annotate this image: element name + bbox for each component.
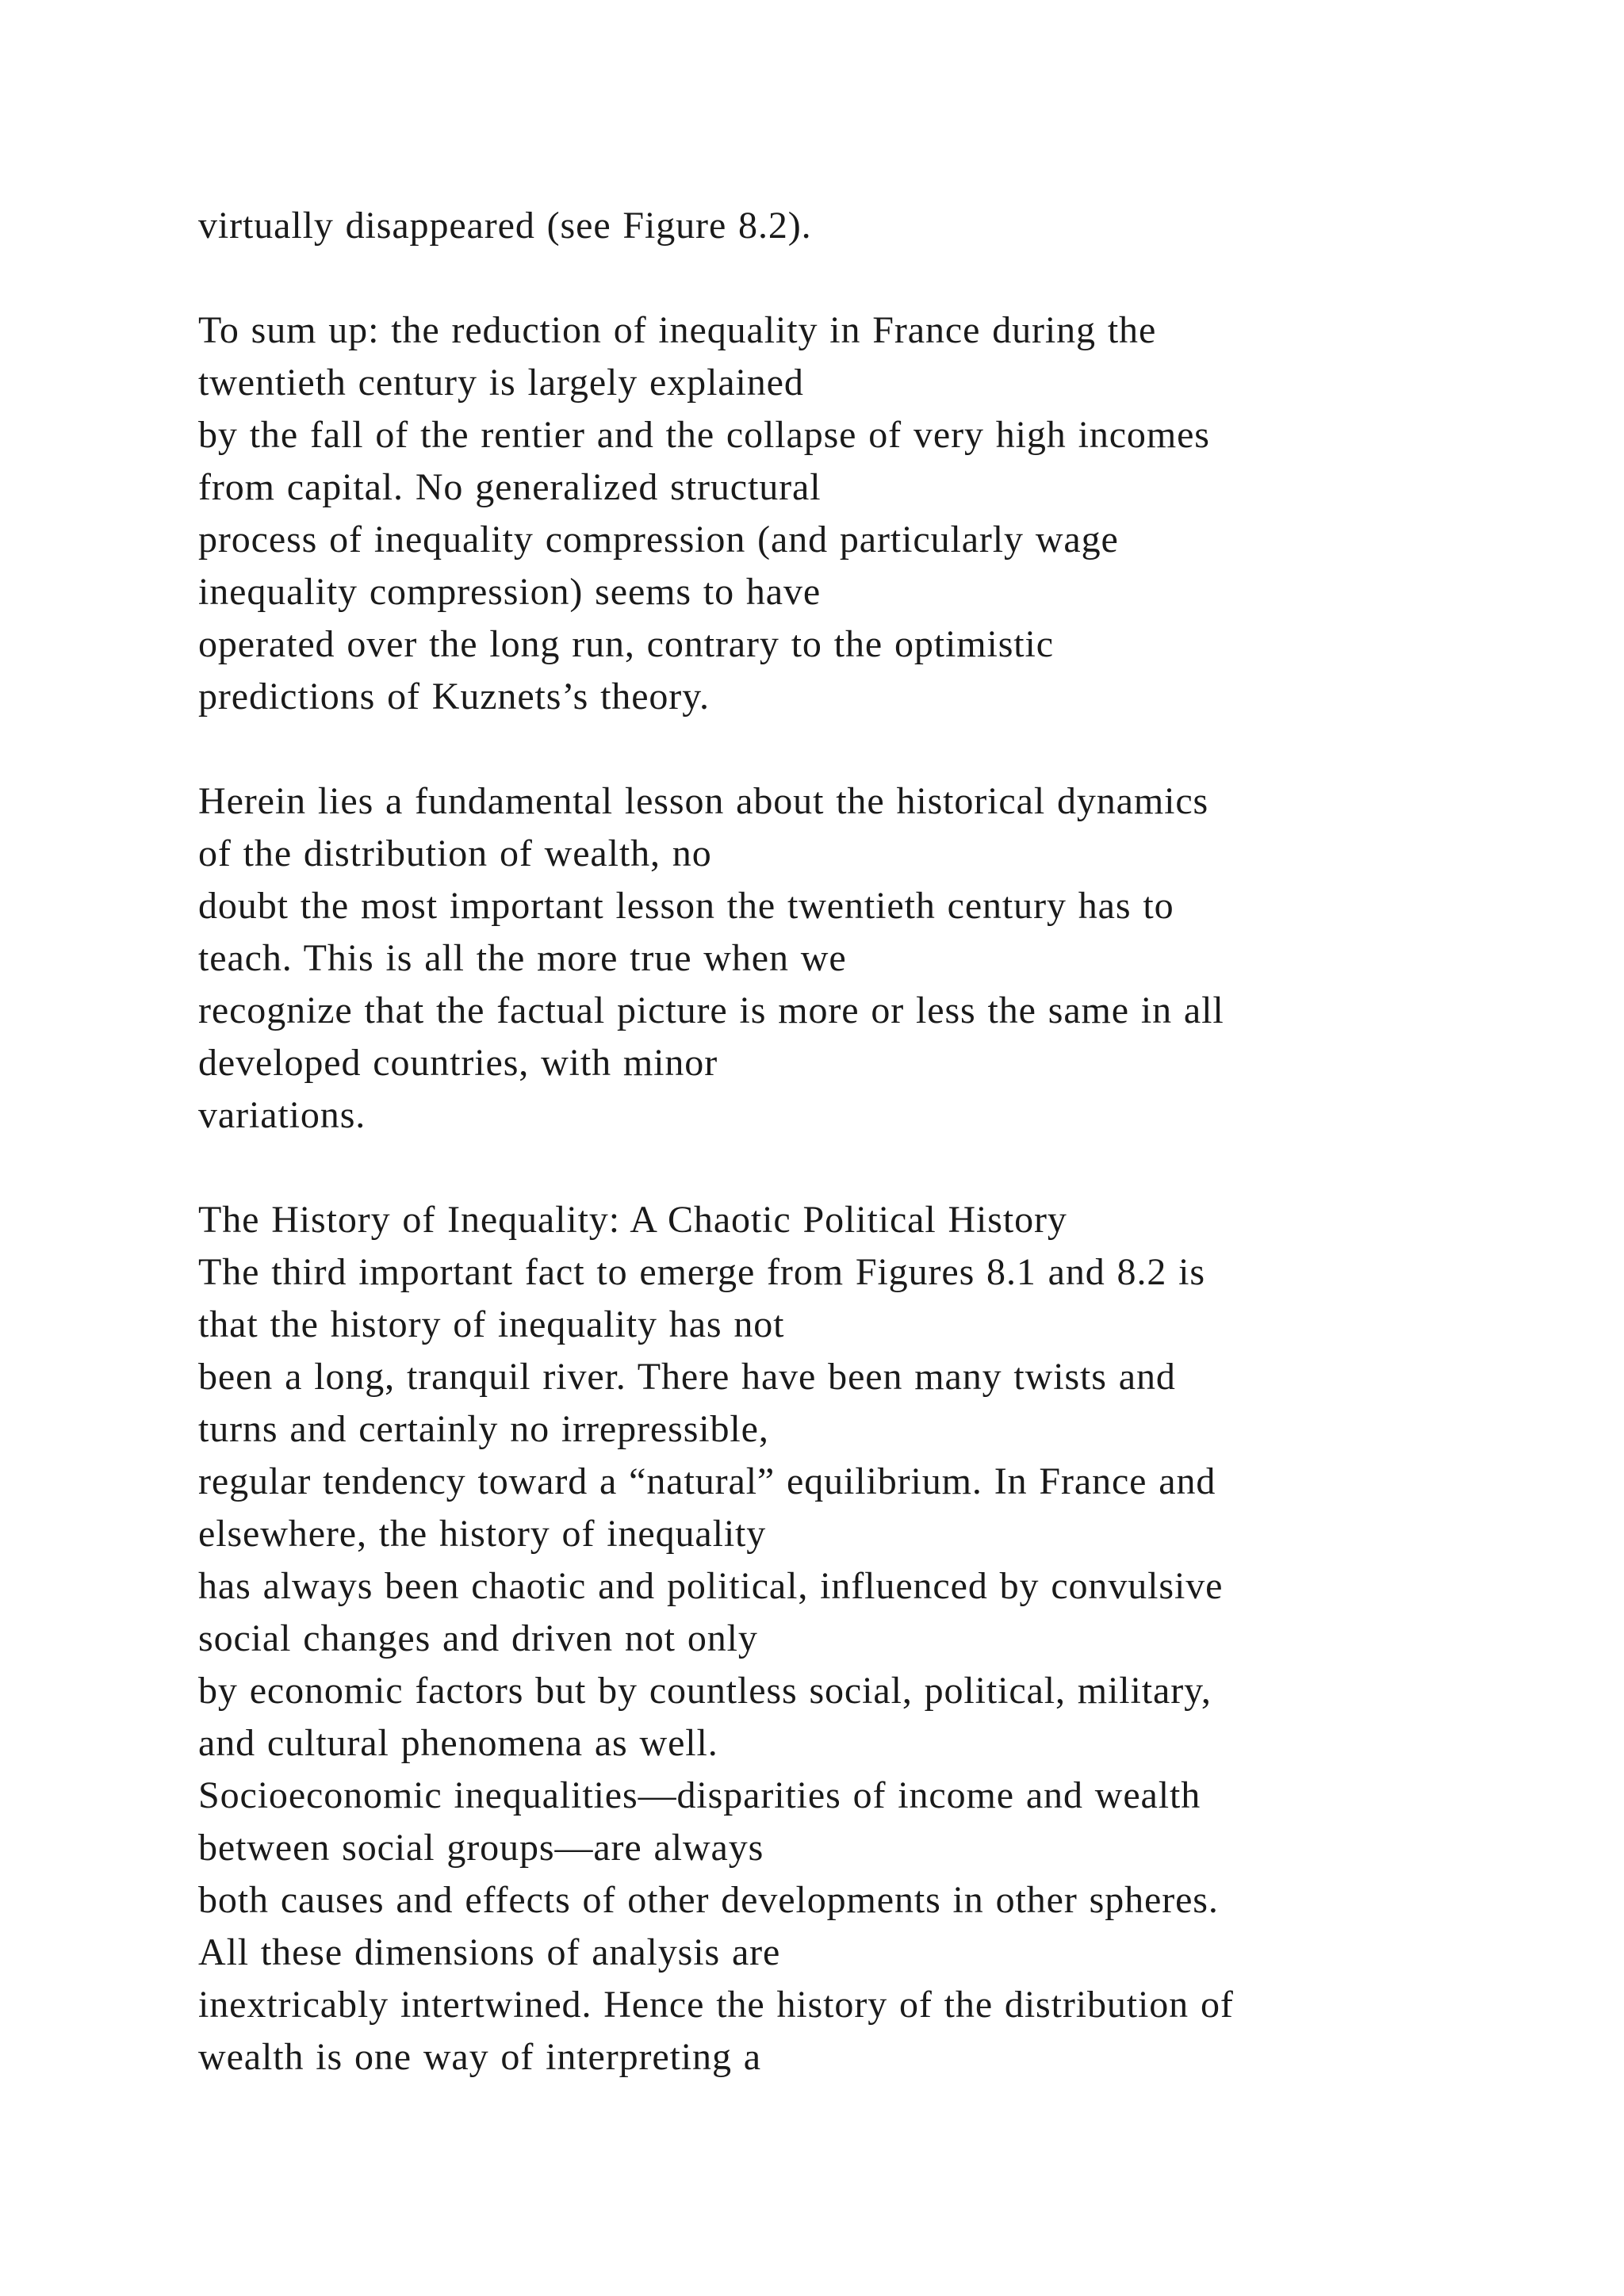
text-line: Socioeconomic inequalities—disparities of income and wealth [198, 1774, 1201, 1816]
text-line: variations. [198, 1094, 366, 1136]
section-heading: The History of Inequality: A Chaotic Political History [198, 1199, 1067, 1241]
text-line: twentieth century is largely explained [198, 362, 804, 404]
text-line: turns and certainly no irrepressible, [198, 1408, 769, 1450]
text-line: process of inequality compression (and particularly wage [198, 519, 1119, 561]
text-line: To sum up: the reduction of inequality in France during the [198, 309, 1157, 351]
text-line: between social groups—are always [198, 1827, 764, 1869]
text-line: that the history of inequality has not [198, 1303, 785, 1345]
text-line: by the fall of the rentier and the collapse of very high incomes [198, 414, 1210, 456]
text-line: predictions of Kuznets’s theory. [198, 675, 710, 718]
text-line: All these dimensions of analysis are [198, 1931, 781, 1973]
text-line: and cultural phenomena as well. [198, 1722, 718, 1764]
text-line: elsewhere, the history of inequality [198, 1513, 767, 1555]
paragraph-4 [198, 1194, 1499, 2084]
text-line: recognize that the factual picture is more or less the same in all [198, 989, 1224, 1031]
text-line: inequality compression) seems to have [198, 571, 822, 613]
text-line: doubt the most important lesson the twentieth century has to [198, 885, 1174, 927]
paragraph-3 [198, 775, 1499, 1142]
text-line: developed countries, with minor [198, 1042, 718, 1084]
text-line: teach. This is all the more true when we [198, 937, 847, 979]
text-line: by economic factors but by countless social, political, military, [198, 1670, 1212, 1712]
text-line: wealth is one way of interpreting a [198, 2036, 761, 2078]
text-line: virtually disappeared (see Figure 8.2). [198, 205, 812, 247]
paragraph-gap [198, 723, 1499, 775]
text-line: from capital. No generalized structural [198, 466, 822, 508]
text-line: Herein lies a fundamental lesson about the historical dynamics [198, 780, 1209, 822]
text-line: inextricably intertwined. Hence the history of the distribution of [198, 1984, 1234, 2026]
paragraph-gap [198, 252, 1499, 304]
text-line: regular tendency toward a “natural” equilibrium. In France and [198, 1460, 1216, 1502]
document-page [198, 200, 1499, 2084]
text-line: both causes and effects of other developments in other spheres. [198, 1879, 1219, 1921]
text-line: been a long, tranquil river. There have been many twists and [198, 1356, 1176, 1398]
text-line: has always been chaotic and political, influenced by convulsive [198, 1565, 1224, 1607]
paragraph-2 [198, 304, 1499, 723]
text-line: The third important fact to emerge from Figures 8.1 and 8.2 is [198, 1251, 1205, 1293]
text-line: social changes and driven not only [198, 1617, 758, 1659]
text-line: operated over the long run, contrary to the optimistic [198, 623, 1054, 665]
paragraph-1 [198, 200, 1499, 252]
paragraph-gap [198, 1142, 1499, 1194]
text-line: of the distribution of wealth, no [198, 832, 712, 874]
